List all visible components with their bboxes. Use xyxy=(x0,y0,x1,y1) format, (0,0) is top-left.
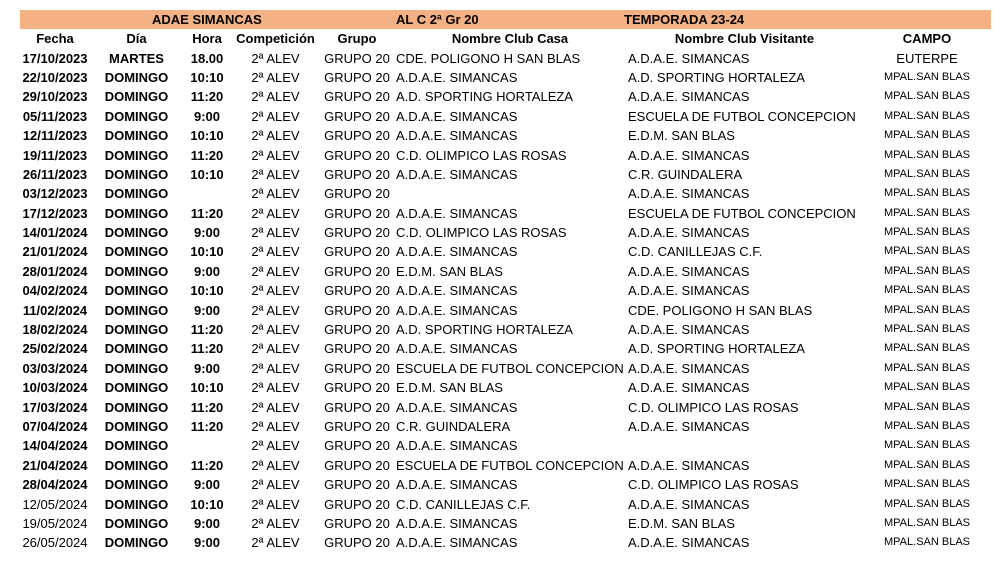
cell-dia: DOMINGO xyxy=(104,263,169,279)
cell-club-visitante: A.D. SPORTING HORTALEZA xyxy=(628,341,805,357)
cell-campo: MPAL.SAN BLAS xyxy=(884,303,970,316)
cell-competicion: 2ª ALEV xyxy=(251,186,300,202)
cell-competicion: 2ª ALEV xyxy=(251,89,300,105)
table-row xyxy=(20,165,991,184)
cell-hora: 9:00 xyxy=(193,360,221,376)
cell-club-casa: A.D.A.E. SIMANCAS xyxy=(396,205,518,221)
title-banner xyxy=(20,10,991,29)
table-row xyxy=(20,126,991,145)
cell-hora: 11:20 xyxy=(190,147,224,163)
cell-club-visitante: C.R. GUINDALERA xyxy=(628,166,743,182)
cell-fecha: 17/03/2024 xyxy=(22,399,88,415)
cell-grupo: GRUPO 20 xyxy=(324,186,390,202)
table-row xyxy=(20,107,991,126)
cell-club-casa: ESCUELA DE FUTBOL CONCEPCION xyxy=(396,360,624,376)
table-row xyxy=(20,184,991,203)
cell-hora: 10:10 xyxy=(190,380,224,396)
cell-grupo: GRUPO 20 xyxy=(324,438,390,454)
cell-grupo: GRUPO 20 xyxy=(324,89,390,105)
cell-hora: 11:20 xyxy=(190,399,224,415)
cell-grupo: GRUPO 20 xyxy=(324,322,390,338)
cell-hora: 9:00 xyxy=(193,515,221,531)
cell-competicion: 2ª ALEV xyxy=(251,477,300,493)
cell-grupo: GRUPO 20 xyxy=(324,477,390,493)
cell-dia: DOMINGO xyxy=(104,322,169,338)
cell-grupo: GRUPO 20 xyxy=(324,380,390,396)
cell-campo: MPAL.SAN BLAS xyxy=(884,129,970,142)
cell-grupo: GRUPO 20 xyxy=(324,108,390,124)
col-header-fecha: Fecha xyxy=(36,31,74,47)
table-row xyxy=(20,320,991,339)
table-row xyxy=(20,223,991,242)
cell-club-visitante: A.D.A.E. SIMANCAS xyxy=(628,322,750,338)
cell-dia: DOMINGO xyxy=(104,535,169,551)
cell-hora: 10:10 xyxy=(190,283,224,299)
cell-competicion: 2ª ALEV xyxy=(251,108,300,124)
cell-club-visitante: C.D. OLIMPICO LAS ROSAS xyxy=(628,477,799,493)
cell-fecha: 26/05/2024 xyxy=(22,535,88,551)
cell-club-casa: CDE. POLIGONO H SAN BLAS xyxy=(396,50,581,66)
cell-club-visitante: A.D.A.E. SIMANCAS xyxy=(628,147,750,163)
cell-fecha: 17/12/2023 xyxy=(22,205,88,221)
cell-club-casa: C.D. OLIMPICO LAS ROSAS xyxy=(396,225,567,241)
cell-grupo: GRUPO 20 xyxy=(324,496,390,512)
cell-campo: MPAL.SAN BLAS xyxy=(884,264,970,277)
cell-grupo: GRUPO 20 xyxy=(324,166,390,182)
col-header-campo: CAMPO xyxy=(902,31,952,47)
cell-competicion: 2ª ALEV xyxy=(251,438,300,454)
col-header-grupo: Grupo xyxy=(337,31,377,47)
cell-hora: 9:00 xyxy=(193,263,221,279)
cell-grupo: GRUPO 20 xyxy=(324,535,390,551)
cell-fecha: 29/10/2023 xyxy=(22,89,88,105)
cell-dia: DOMINGO xyxy=(104,399,169,415)
cell-hora: 9:00 xyxy=(193,535,221,551)
cell-grupo: GRUPO 20 xyxy=(324,399,390,415)
cell-hora xyxy=(183,184,231,203)
cell-club-casa: A.D.A.E. SIMANCAS xyxy=(396,399,518,415)
cell-fecha: 26/11/2023 xyxy=(22,166,88,182)
cell-club-visitante: A.D.A.E. SIMANCAS xyxy=(628,263,750,279)
cell-club-casa: A.D.A.E. SIMANCAS xyxy=(396,477,518,493)
cell-grupo: GRUPO 20 xyxy=(324,147,390,163)
cell-hora: 11:20 xyxy=(190,322,224,338)
cell-dia: DOMINGO xyxy=(104,225,169,241)
cell-club-visitante: CDE. POLIGONO H SAN BLAS xyxy=(628,302,813,318)
cell-hora: 9:00 xyxy=(193,302,221,318)
cell-campo: MPAL.SAN BLAS xyxy=(884,167,970,180)
cell-hora: 9:00 xyxy=(193,108,221,124)
cell-competicion: 2ª ALEV xyxy=(251,341,300,357)
table-row xyxy=(20,339,991,358)
cell-competicion: 2ª ALEV xyxy=(251,50,300,66)
table-row xyxy=(20,475,991,494)
header-row xyxy=(20,29,991,48)
cell-hora: 10:10 xyxy=(190,496,224,512)
cell-club-visitante: C.D. OLIMPICO LAS ROSAS xyxy=(628,399,799,415)
cell-club-casa: C.D. CANILLEJAS C.F. xyxy=(396,496,531,512)
cell-competicion: 2ª ALEV xyxy=(251,128,300,144)
cell-dia: DOMINGO xyxy=(104,89,169,105)
table-row xyxy=(20,87,991,106)
cell-dia: MARTES xyxy=(109,50,164,66)
cell-campo: MPAL.SAN BLAS xyxy=(884,342,970,355)
cell-fecha: 04/02/2024 xyxy=(22,283,88,299)
cell-hora: 10:10 xyxy=(190,128,224,144)
cell-dia: DOMINGO xyxy=(104,477,169,493)
cell-dia: DOMINGO xyxy=(104,244,169,260)
cell-club-visitante: C.D. CANILLEJAS C.F. xyxy=(628,244,763,260)
cell-campo: MPAL.SAN BLAS xyxy=(884,536,970,549)
cell-fecha: 14/04/2024 xyxy=(22,438,88,454)
cell-club-visitante: A.D.A.E. SIMANCAS xyxy=(628,360,750,376)
cell-competicion: 2ª ALEV xyxy=(251,515,300,531)
cell-club-visitante: A.D.A.E. SIMANCAS xyxy=(628,457,750,473)
cell-fecha: 12/11/2023 xyxy=(22,128,88,144)
table-row xyxy=(20,48,991,67)
cell-grupo: GRUPO 20 xyxy=(324,205,390,221)
col-header-dia: Día xyxy=(126,31,147,47)
cell-dia: DOMINGO xyxy=(104,69,169,85)
cell-competicion: 2ª ALEV xyxy=(251,399,300,415)
cell-dia: DOMINGO xyxy=(104,438,169,454)
cell-club-casa: A.D.A.E. SIMANCAS xyxy=(396,166,518,182)
cell-dia: DOMINGO xyxy=(104,360,169,376)
cell-campo: MPAL.SAN BLAS xyxy=(884,516,970,529)
cell-competicion: 2ª ALEV xyxy=(251,360,300,376)
cell-competicion: 2ª ALEV xyxy=(251,457,300,473)
cell-club-visitante: A.D.A.E. SIMANCAS xyxy=(628,186,750,202)
cell-dia: DOMINGO xyxy=(104,283,169,299)
table-row xyxy=(20,359,991,378)
col-header-competicion: Competición xyxy=(236,31,315,47)
table-row xyxy=(20,533,991,552)
category-label: AL C 2ª Gr 20 xyxy=(396,12,479,27)
cell-club-casa: A.D.A.E. SIMANCAS xyxy=(396,244,518,260)
cell-dia: DOMINGO xyxy=(104,205,169,221)
cell-campo: MPAL.SAN BLAS xyxy=(884,381,970,394)
cell-club-visitante: A.D.A.E. SIMANCAS xyxy=(628,380,750,396)
cell-grupo: GRUPO 20 xyxy=(324,457,390,473)
cell-campo: MPAL.SAN BLAS xyxy=(884,148,970,161)
table-row xyxy=(20,436,991,455)
table-row xyxy=(20,281,991,300)
cell-club-casa: ESCUELA DE FUTBOL CONCEPCION xyxy=(396,457,624,473)
table-row xyxy=(20,514,991,533)
cell-competicion: 2ª ALEV xyxy=(251,322,300,338)
cell-club-casa: A.D.A.E. SIMANCAS xyxy=(396,438,518,454)
col-header-hora: Hora xyxy=(192,31,222,47)
table-row xyxy=(20,204,991,223)
col-header-club-casa: Nombre Club Casa xyxy=(451,31,569,47)
cell-club-visitante: ESCUELA DE FUTBOL CONCEPCION xyxy=(628,108,856,124)
cell-hora: 9:00 xyxy=(193,477,221,493)
cell-dia: DOMINGO xyxy=(104,515,169,531)
cell-hora: 10:10 xyxy=(190,69,224,85)
cell-fecha: 05/11/2023 xyxy=(22,108,88,124)
cell-dia: DOMINGO xyxy=(104,457,169,473)
cell-fecha: 21/01/2024 xyxy=(22,244,88,260)
cell-club-casa: C.R. GUINDALERA xyxy=(396,419,511,434)
cell-campo: MPAL.SAN BLAS xyxy=(884,206,970,219)
cell-dia: DOMINGO xyxy=(104,166,169,182)
cell-campo: EUTERPE xyxy=(896,50,958,66)
cell-hora: 10:10 xyxy=(190,166,224,182)
cell-club-visitante xyxy=(626,436,863,455)
cell-club-casa: A.D.A.E. SIMANCAS xyxy=(396,69,518,85)
cell-dia: DOMINGO xyxy=(104,419,169,434)
table-row xyxy=(20,145,991,164)
cell-hora: 11:20 xyxy=(190,205,224,221)
cell-campo: MPAL.SAN BLAS xyxy=(884,478,970,491)
cell-campo: MPAL.SAN BLAS xyxy=(884,70,970,83)
cell-grupo: GRUPO 20 xyxy=(324,244,390,260)
cell-campo: MPAL.SAN BLAS xyxy=(884,439,970,452)
cell-grupo: GRUPO 20 xyxy=(324,302,390,318)
cell-campo: MPAL.SAN BLAS xyxy=(884,109,970,122)
table-row xyxy=(20,68,991,87)
cell-club-casa: A.D.A.E. SIMANCAS xyxy=(396,515,518,531)
cell-competicion: 2ª ALEV xyxy=(251,244,300,260)
cell-campo: MPAL.SAN BLAS xyxy=(884,361,970,374)
cell-campo: MPAL.SAN BLAS xyxy=(884,90,970,103)
cell-fecha: 22/10/2023 xyxy=(22,69,88,85)
cell-club-visitante: E.D.M. SAN BLAS xyxy=(628,515,735,531)
cell-campo: MPAL.SAN BLAS xyxy=(884,284,970,297)
cell-club-visitante: A.D.A.E. SIMANCAS xyxy=(628,535,750,551)
col-header-club-visitante: Nombre Club Visitante xyxy=(674,31,815,47)
cell-club-casa: A.D.A.E. SIMANCAS xyxy=(396,535,518,551)
cell-grupo: GRUPO 20 xyxy=(324,419,390,434)
cell-fecha: 19/11/2023 xyxy=(22,147,88,163)
cell-competicion: 2ª ALEV xyxy=(251,419,300,434)
cell-fecha: 14/01/2024 xyxy=(22,225,88,241)
cell-fecha: 11/02/2024 xyxy=(22,302,88,318)
cell-competicion: 2ª ALEV xyxy=(251,302,300,318)
cell-grupo: GRUPO 20 xyxy=(324,128,390,144)
cell-dia: DOMINGO xyxy=(104,108,169,124)
cell-fecha: 28/01/2024 xyxy=(22,263,88,279)
cell-fecha: 03/03/2024 xyxy=(22,360,88,376)
table-row xyxy=(20,417,991,436)
cell-club-casa: A.D.A.E. SIMANCAS xyxy=(396,108,518,124)
cell-dia: DOMINGO xyxy=(104,341,169,357)
season-label: TEMPORADA 23-24 xyxy=(624,12,745,27)
cell-grupo: GRUPO 20 xyxy=(324,69,390,85)
cell-hora: 18.00 xyxy=(190,50,224,66)
cell-club-casa: E.D.M. SAN BLAS xyxy=(396,380,503,396)
cell-club-visitante: A.D.A.E. SIMANCAS xyxy=(628,89,750,105)
cell-club-casa: A.D. SPORTING HORTALEZA xyxy=(396,89,573,105)
cell-club-visitante: A.D.A.E. SIMANCAS xyxy=(628,225,750,241)
cell-grupo: GRUPO 20 xyxy=(324,263,390,279)
cell-hora: 11:20 xyxy=(190,419,224,434)
cell-hora: 11:20 xyxy=(190,341,224,357)
cell-competicion: 2ª ALEV xyxy=(251,283,300,299)
cell-competicion: 2ª ALEV xyxy=(251,69,300,85)
cell-hora: 11:20 xyxy=(190,89,224,105)
cell-grupo: GRUPO 20 xyxy=(324,50,390,66)
table-row xyxy=(20,242,991,261)
cell-competicion: 2ª ALEV xyxy=(251,147,300,163)
cell-competicion: 2ª ALEV xyxy=(251,263,300,279)
cell-fecha: 03/12/2023 xyxy=(22,186,88,202)
cell-dia: DOMINGO xyxy=(104,302,169,318)
cell-competicion: 2ª ALEV xyxy=(251,205,300,221)
cell-campo: MPAL.SAN BLAS xyxy=(884,323,970,336)
cell-grupo: GRUPO 20 xyxy=(324,360,390,376)
table-row xyxy=(20,378,991,397)
club-name: ADAE SIMANCAS xyxy=(152,12,262,27)
cell-competicion: 2ª ALEV xyxy=(251,496,300,512)
cell-club-visitante: A.D.A.E. SIMANCAS xyxy=(628,283,750,299)
cell-dia: DOMINGO xyxy=(104,186,169,202)
cell-club-casa: A.D.A.E. SIMANCAS xyxy=(396,128,518,144)
cell-club-visitante: A.D.A.E. SIMANCAS xyxy=(628,419,750,434)
cell-grupo: GRUPO 20 xyxy=(324,283,390,299)
cell-fecha: 17/10/2023 xyxy=(22,50,88,66)
cell-dia: DOMINGO xyxy=(104,380,169,396)
cell-fecha: 25/02/2024 xyxy=(22,341,88,357)
cell-club-casa: A.D. SPORTING HORTALEZA xyxy=(396,322,573,338)
cell-dia: DOMINGO xyxy=(104,496,169,512)
cell-grupo: GRUPO 20 xyxy=(324,515,390,531)
cell-competicion: 2ª ALEV xyxy=(251,535,300,551)
cell-campo: MPAL.SAN BLAS xyxy=(884,245,970,258)
cell-fecha: 12/05/2024 xyxy=(22,496,88,512)
cell-campo: MPAL.SAN BLAS xyxy=(884,458,970,471)
cell-hora: 11:20 xyxy=(190,457,224,473)
table-row xyxy=(20,494,991,513)
cell-club-casa: A.D.A.E. SIMANCAS xyxy=(396,302,518,318)
cell-grupo: GRUPO 20 xyxy=(324,341,390,357)
schedule-table xyxy=(20,29,991,553)
cell-dia: DOMINGO xyxy=(104,128,169,144)
cell-fecha: 07/04/2024 xyxy=(22,419,88,434)
cell-club-casa: A.D.A.E. SIMANCAS xyxy=(396,283,518,299)
table-row xyxy=(20,262,991,281)
cell-club-visitante: E.D.M. SAN BLAS xyxy=(628,128,735,144)
cell-fecha: 19/05/2024 xyxy=(22,515,88,531)
cell-club-visitante: ESCUELA DE FUTBOL CONCEPCION xyxy=(628,205,856,221)
cell-dia: DOMINGO xyxy=(104,147,169,163)
cell-campo: MPAL.SAN BLAS xyxy=(884,420,970,432)
cell-campo: MPAL.SAN BLAS xyxy=(884,187,970,200)
cell-competicion: 2ª ALEV xyxy=(251,380,300,396)
cell-club-visitante: A.D.A.E. SIMANCAS xyxy=(628,50,750,66)
cell-club-casa: A.D.A.E. SIMANCAS xyxy=(396,341,518,357)
cell-hora xyxy=(183,436,231,455)
cell-campo: MPAL.SAN BLAS xyxy=(884,497,970,510)
cell-fecha: 18/02/2024 xyxy=(22,322,88,338)
cell-grupo: GRUPO 20 xyxy=(324,225,390,241)
cell-fecha: 10/03/2024 xyxy=(22,380,88,396)
cell-competicion: 2ª ALEV xyxy=(251,225,300,241)
table-row xyxy=(20,300,991,319)
table-row xyxy=(20,397,991,416)
cell-hora: 9:00 xyxy=(193,225,221,241)
cell-fecha: 28/04/2024 xyxy=(22,477,88,493)
cell-club-casa: C.D. OLIMPICO LAS ROSAS xyxy=(396,147,567,163)
cell-fecha: 21/04/2024 xyxy=(22,457,88,473)
cell-campo: MPAL.SAN BLAS xyxy=(884,400,970,413)
cell-club-visitante: A.D.A.E. SIMANCAS xyxy=(628,496,750,512)
table-row xyxy=(20,456,991,475)
cell-hora: 10:10 xyxy=(190,244,224,260)
cell-club-visitante: A.D. SPORTING HORTALEZA xyxy=(628,69,805,85)
cell-competicion: 2ª ALEV xyxy=(251,166,300,182)
cell-campo: MPAL.SAN BLAS xyxy=(884,226,970,239)
cell-club-casa: E.D.M. SAN BLAS xyxy=(396,263,503,279)
cell-club-casa xyxy=(394,184,626,203)
